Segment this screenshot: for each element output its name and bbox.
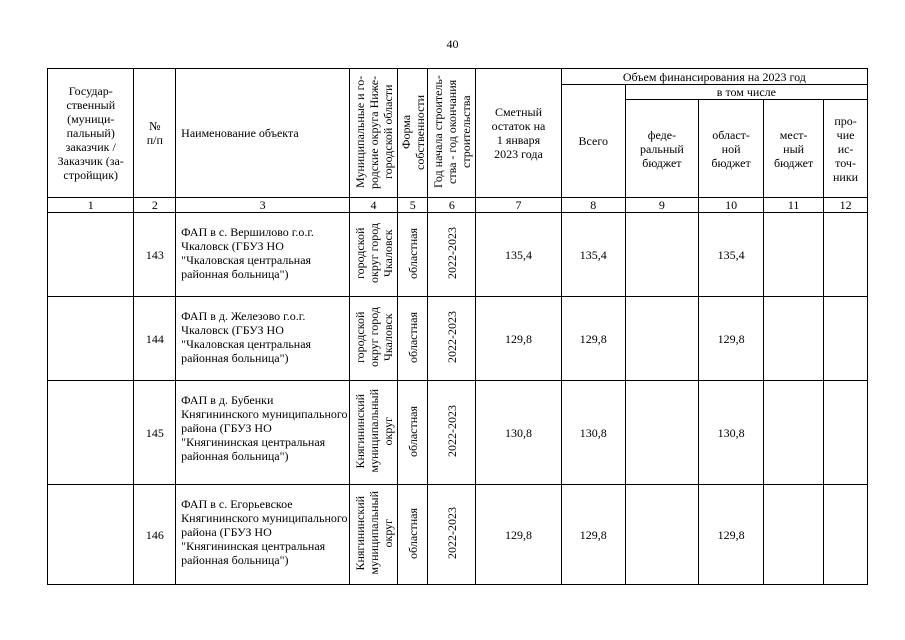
years-cell: 2022-2023 bbox=[428, 297, 476, 381]
other-cell bbox=[824, 485, 868, 585]
table-row bbox=[48, 213, 868, 297]
column-number: 6 bbox=[428, 198, 476, 213]
object-name: ФАП в д. Бубенки Княгининского муниципального района (ГБУЗ НО "Княгининская центральная районная больница") bbox=[176, 381, 350, 485]
object-name: ФАП в д. Железово г.о.г. Чкаловск (ГБУЗ НО "Чкаловская центральная районная больница") bbox=[176, 297, 350, 381]
years-cell: 2022-2023 bbox=[428, 485, 476, 585]
years-cell: 2022-2023 bbox=[428, 213, 476, 297]
customer-cell bbox=[48, 381, 134, 485]
header-funding-title: Объем финансирования на 2023 год bbox=[561, 69, 867, 85]
header-num: № п/п bbox=[134, 69, 176, 198]
regional-cell: 129,8 bbox=[699, 485, 764, 585]
customer-cell bbox=[48, 297, 134, 381]
customer-cell bbox=[48, 485, 134, 585]
regional-cell: 130,8 bbox=[699, 381, 764, 485]
row-num: 144 bbox=[134, 297, 176, 381]
federal-cell bbox=[625, 485, 698, 585]
customer-cell bbox=[48, 213, 134, 297]
row-num: 146 bbox=[134, 485, 176, 585]
column-number: 1 bbox=[48, 198, 134, 213]
header-including: в том числе bbox=[625, 85, 867, 100]
header-other: про- чие ис- точ- ники bbox=[824, 100, 868, 198]
other-cell bbox=[824, 213, 868, 297]
header-total: Всего bbox=[561, 85, 625, 198]
column-number: 8 bbox=[561, 198, 625, 213]
local-cell bbox=[764, 297, 824, 381]
column-number: 5 bbox=[397, 198, 428, 213]
header-local: мест- ный бюджет bbox=[764, 100, 824, 198]
header-balance: Сметный остаток на 1 января 2023 года bbox=[476, 69, 561, 198]
municipality-cell: городской округ город Чкаловск bbox=[350, 213, 398, 297]
ownership-cell: областная bbox=[397, 381, 428, 485]
header-federal: феде- ральный бюджет bbox=[625, 100, 698, 198]
financing-table bbox=[47, 68, 868, 585]
total-cell: 135,4 bbox=[561, 213, 625, 297]
local-cell bbox=[764, 213, 824, 297]
table-row bbox=[48, 381, 868, 485]
column-number: 3 bbox=[176, 198, 350, 213]
column-number: 4 bbox=[350, 198, 398, 213]
local-cell bbox=[764, 485, 824, 585]
regional-cell: 129,8 bbox=[699, 297, 764, 381]
table-row bbox=[48, 485, 868, 585]
balance-cell: 135,4 bbox=[476, 213, 561, 297]
column-number: 7 bbox=[476, 198, 561, 213]
balance-cell: 129,8 bbox=[476, 297, 561, 381]
municipality-cell: Княгининский муниципальный округ bbox=[350, 485, 398, 585]
federal-cell bbox=[625, 297, 698, 381]
header-regional: област- ной бюджет bbox=[699, 100, 764, 198]
table-row bbox=[48, 297, 868, 381]
column-number: 11 bbox=[764, 198, 824, 213]
object-name: ФАП в с. Егорьевское Княгининского муниципального района (ГБУЗ НО "Княгининская центральная районная больница") bbox=[176, 485, 350, 585]
column-number: 9 bbox=[625, 198, 698, 213]
object-name: ФАП в с. Вершилово г.о.г. Чкаловск (ГБУЗ НО "Чкаловская центральная районная больница") bbox=[176, 213, 350, 297]
regional-cell: 135,4 bbox=[699, 213, 764, 297]
header-customer: Государ- ственный (муници- пальный) заказчик / Заказчик (за- стройщик) bbox=[48, 69, 134, 198]
federal-cell bbox=[625, 213, 698, 297]
header-ownership: Форма собственности bbox=[397, 69, 428, 198]
header-municipality: Муниципальные и го- родские округа Ниже- городской области bbox=[350, 69, 398, 198]
row-num: 145 bbox=[134, 381, 176, 485]
local-cell bbox=[764, 381, 824, 485]
ownership-cell: областная bbox=[397, 297, 428, 381]
municipality-cell: городской округ город Чкаловск bbox=[350, 297, 398, 381]
column-number: 2 bbox=[134, 198, 176, 213]
balance-cell: 129,8 bbox=[476, 485, 561, 585]
total-cell: 129,8 bbox=[561, 485, 625, 585]
ownership-cell: областная bbox=[397, 213, 428, 297]
row-num: 143 bbox=[134, 213, 176, 297]
municipality-cell: Княгининский муниципальный округ bbox=[350, 381, 398, 485]
column-number: 10 bbox=[699, 198, 764, 213]
page-number: 40 bbox=[446, 37, 459, 51]
years-cell: 2022-2023 bbox=[428, 381, 476, 485]
total-cell: 129,8 bbox=[561, 297, 625, 381]
header-years: Год начала строитель- ства - год окончания строительства bbox=[428, 69, 476, 198]
federal-cell bbox=[625, 381, 698, 485]
balance-cell: 130,8 bbox=[476, 381, 561, 485]
total-cell: 130,8 bbox=[561, 381, 625, 485]
header-object-name: Наименование объекта bbox=[176, 69, 350, 198]
other-cell bbox=[824, 381, 868, 485]
ownership-cell: областная bbox=[397, 485, 428, 585]
other-cell bbox=[824, 297, 868, 381]
column-number: 12 bbox=[824, 198, 868, 213]
